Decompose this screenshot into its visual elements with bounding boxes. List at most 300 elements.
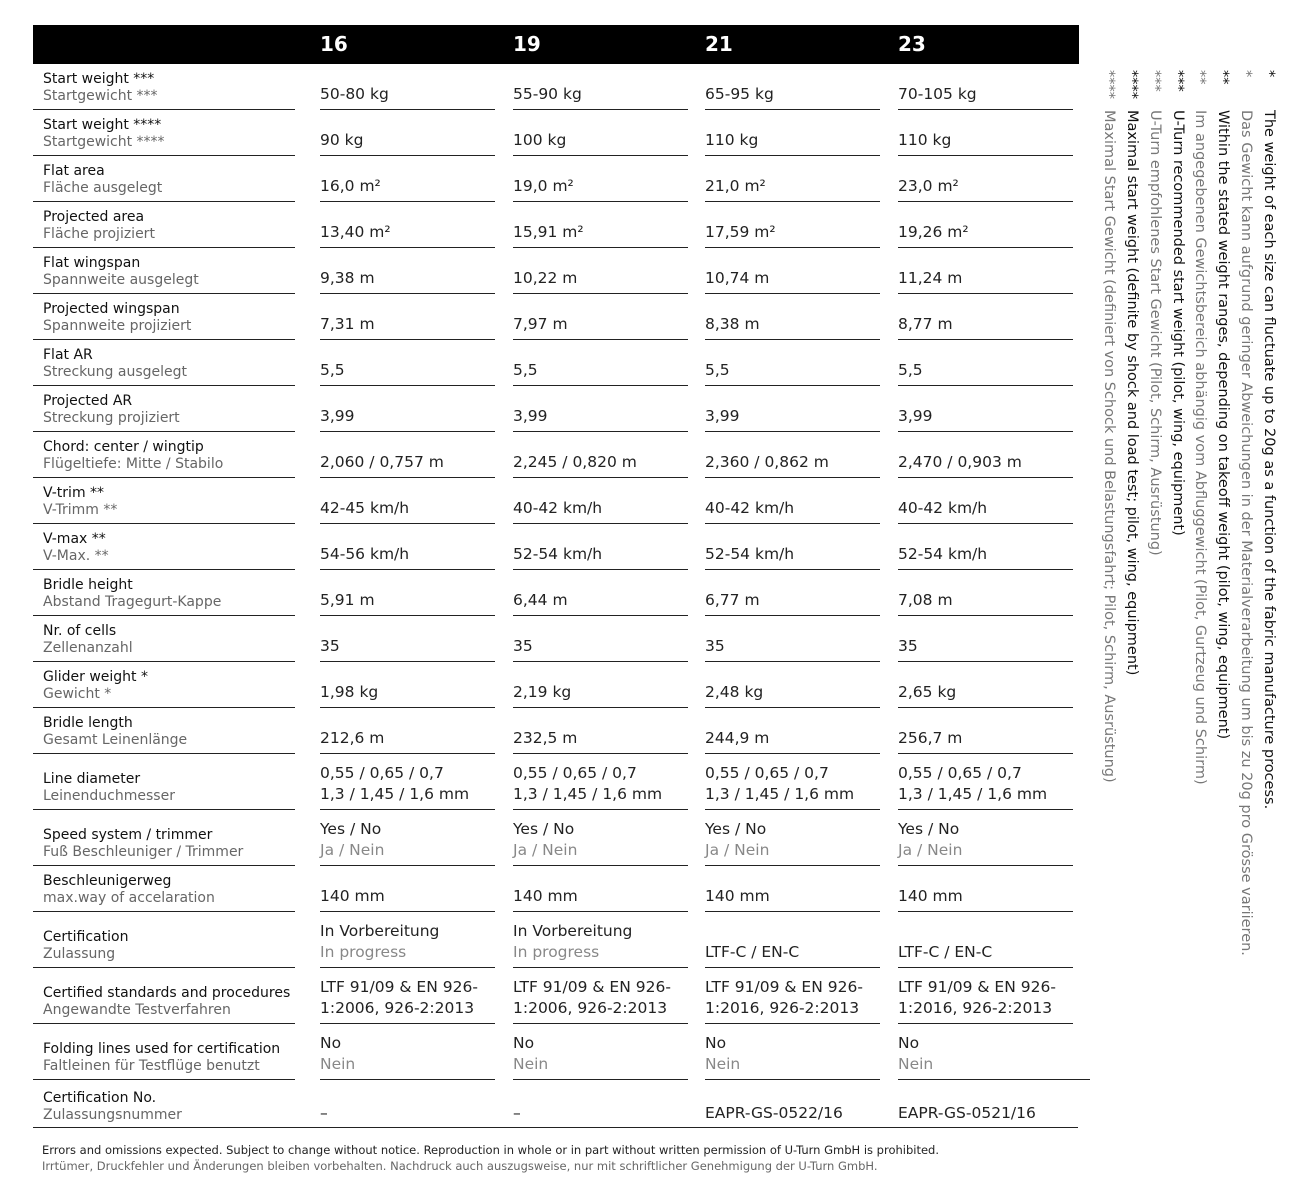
value-text: LTF-C / EN-C bbox=[705, 943, 800, 961]
table-row bbox=[33, 110, 1093, 156]
table-row bbox=[33, 912, 1093, 968]
value-text: Ja / Nein bbox=[513, 841, 578, 859]
value-text: 6,77 m bbox=[705, 591, 760, 609]
row-label bbox=[33, 432, 295, 478]
value-cell-size-23 bbox=[898, 754, 1073, 810]
value-text: Ja / Nein bbox=[705, 841, 770, 859]
size-header-21: 21 bbox=[705, 32, 733, 56]
value-text: 1,3 / 1,45 / 1,6 mm bbox=[705, 785, 855, 803]
value-text: 2,48 kg bbox=[705, 683, 764, 701]
value-cell-size-21 bbox=[705, 1080, 880, 1128]
value-text: 140 mm bbox=[320, 887, 385, 905]
row-label bbox=[33, 110, 295, 156]
value-cell-size-23 bbox=[898, 386, 1073, 432]
row-label bbox=[33, 754, 295, 810]
row-label bbox=[33, 1024, 295, 1080]
value-cell-size-19 bbox=[513, 248, 688, 294]
table-bottom-rule bbox=[33, 1127, 1078, 1129]
row-label-de: Startgewicht *** bbox=[43, 88, 158, 104]
row-label-en: Chord: center / wingtip bbox=[43, 439, 204, 455]
value-cell-size-16 bbox=[320, 754, 495, 810]
value-text: Yes / No bbox=[898, 820, 960, 838]
value-text: 140 mm bbox=[513, 887, 578, 905]
value-text: 110 kg bbox=[705, 131, 759, 149]
row-label-de: Fläche ausgelegt bbox=[43, 180, 163, 196]
value-text: 35 bbox=[705, 637, 725, 655]
value-text: 7,08 m bbox=[898, 591, 953, 609]
row-label bbox=[33, 708, 295, 754]
row-label bbox=[33, 1080, 295, 1128]
value-text: 3,99 bbox=[898, 407, 933, 425]
table-row bbox=[33, 1080, 1093, 1128]
value-cell-size-21 bbox=[705, 478, 880, 524]
value-cell-size-16 bbox=[320, 968, 495, 1024]
value-cell-size-21 bbox=[705, 294, 880, 340]
value-cell-size-23 bbox=[898, 294, 1073, 340]
value-text: Ja / Nein bbox=[898, 841, 963, 859]
value-text: 16,0 m² bbox=[320, 177, 381, 195]
row-label-de: Fläche projiziert bbox=[43, 226, 155, 242]
row-label-de: Leinenduchmesser bbox=[43, 788, 175, 804]
value-cell-size-19 bbox=[513, 340, 688, 386]
row-label-en: V-trim ** bbox=[43, 485, 105, 501]
value-cell-size-19 bbox=[513, 1024, 688, 1080]
value-cell-size-19 bbox=[513, 524, 688, 570]
value-cell-size-21 bbox=[705, 1024, 880, 1080]
row-label-en: Bridle height bbox=[43, 577, 133, 593]
row-label bbox=[33, 66, 295, 110]
value-text: 5,5 bbox=[705, 361, 730, 379]
value-cell-size-23 bbox=[898, 662, 1073, 708]
footnote bbox=[1214, 70, 1232, 739]
footnote-text: Maximal start weight (definite by shock and load test; pilot, wing, equipment) bbox=[1124, 110, 1140, 676]
value-cell-size-21 bbox=[705, 616, 880, 662]
value-text: Nein bbox=[898, 1055, 934, 1073]
table-row bbox=[33, 662, 1093, 708]
footnote-mark: * bbox=[1261, 70, 1277, 78]
row-label-en: Glider weight * bbox=[43, 669, 148, 685]
value-text: 35 bbox=[898, 637, 918, 655]
row-label-de: Flügeltiefe: Mitte / Stabilo bbox=[43, 456, 224, 472]
value-cell-size-19 bbox=[513, 708, 688, 754]
value-cell-size-19 bbox=[513, 432, 688, 478]
footnote-mark: **** bbox=[1124, 70, 1140, 99]
row-label-en: Speed system / trimmer bbox=[43, 827, 213, 843]
value-text: 100 kg bbox=[513, 131, 567, 149]
value-cell-size-23 bbox=[898, 156, 1073, 202]
value-text: 110 kg bbox=[898, 131, 952, 149]
row-label-en: Start weight **** bbox=[43, 117, 162, 133]
value-text: 2,245 / 0,820 m bbox=[513, 453, 637, 471]
value-text: 35 bbox=[320, 637, 340, 655]
value-text: 2,360 / 0,862 m bbox=[705, 453, 829, 471]
row-label-de: Abstand Tragegurt-Kappe bbox=[43, 594, 222, 610]
disclaimer-de: Irrtümer, Druckfehler und Änderungen bleiben vorbehalten. Nachdruck auch auszugsweise, nur mit schriftlicher Genehmigung der U-Turn GmbH. bbox=[42, 1159, 878, 1173]
value-cell-size-23 bbox=[898, 432, 1073, 478]
value-text: – bbox=[513, 1104, 521, 1122]
row-label bbox=[33, 294, 295, 340]
table-row bbox=[33, 478, 1093, 524]
table-row bbox=[33, 1024, 1093, 1080]
value-cell-size-19 bbox=[513, 616, 688, 662]
value-text: Nein bbox=[705, 1055, 741, 1073]
value-text: Yes / No bbox=[320, 820, 382, 838]
value-cell-size-16 bbox=[320, 432, 495, 478]
row-label-en: Bridle length bbox=[43, 715, 133, 731]
value-cell-size-19 bbox=[513, 1080, 688, 1128]
value-cell-size-21 bbox=[705, 866, 880, 912]
table-row bbox=[33, 340, 1093, 386]
row-label bbox=[33, 524, 295, 570]
value-text: 52-54 km/h bbox=[705, 545, 795, 563]
value-cell-size-21 bbox=[705, 432, 880, 478]
row-label-de: Startgewicht **** bbox=[43, 134, 165, 150]
value-cell-size-21 bbox=[705, 386, 880, 432]
footnote bbox=[1260, 70, 1278, 809]
row-label-de: Zellenanzahl bbox=[43, 640, 133, 656]
value-text: 5,5 bbox=[513, 361, 538, 379]
value-text: – bbox=[320, 1104, 328, 1122]
value-cell-size-23 bbox=[898, 912, 1073, 968]
row-label-en: Folding lines used for certification bbox=[43, 1041, 281, 1057]
row-label bbox=[33, 156, 295, 202]
value-cell-size-23 bbox=[898, 810, 1073, 866]
footnote-mark: * bbox=[1238, 70, 1254, 78]
value-cell-size-16 bbox=[320, 912, 495, 968]
table-row bbox=[33, 524, 1093, 570]
value-cell-size-21 bbox=[705, 524, 880, 570]
value-cell-size-21 bbox=[705, 662, 880, 708]
value-cell-size-21 bbox=[705, 202, 880, 248]
value-text: 256,7 m bbox=[898, 729, 963, 747]
row-label-de: Gewicht * bbox=[43, 686, 112, 702]
value-text: 1,98 kg bbox=[320, 683, 379, 701]
value-cell-size-21 bbox=[705, 248, 880, 294]
value-text: 5,5 bbox=[320, 361, 345, 379]
value-text: 40-42 km/h bbox=[513, 499, 603, 517]
value-cell-size-16 bbox=[320, 294, 495, 340]
value-cell-size-19 bbox=[513, 866, 688, 912]
row-label-en: Flat AR bbox=[43, 347, 93, 363]
row-label-en: Line diameter bbox=[43, 771, 141, 787]
table-header bbox=[33, 25, 1079, 64]
value-cell-size-16 bbox=[320, 202, 495, 248]
value-text: 52-54 km/h bbox=[513, 545, 603, 563]
value-text: 212,6 m bbox=[320, 729, 385, 747]
value-text: EAPR-GS-0521/16 bbox=[898, 1104, 1036, 1122]
value-text: EAPR-GS-0522/16 bbox=[705, 1104, 843, 1122]
value-text: 8,38 m bbox=[705, 315, 760, 333]
value-cell-size-16 bbox=[320, 616, 495, 662]
footnote-text: Within the stated weight ranges, depending on takeoff weight (pilot, wing, equipment) bbox=[1215, 110, 1231, 740]
value-cell-size-19 bbox=[513, 810, 688, 866]
footnote bbox=[1146, 70, 1164, 556]
value-text: 19,26 m² bbox=[898, 223, 969, 241]
table-row bbox=[33, 386, 1093, 432]
footnote-mark: *** bbox=[1170, 70, 1186, 92]
footnote bbox=[1100, 70, 1118, 783]
footnote-text: Maximal Start Gewicht (definiert von Schock und Belastungsfahrt; Pilot, Schirm, Ausrüstung) bbox=[1101, 110, 1117, 783]
value-text: 1:2006, 926-2:2013 bbox=[513, 999, 668, 1017]
value-cell-size-23 bbox=[898, 66, 1073, 110]
row-label-de: Zulassung bbox=[43, 946, 116, 962]
value-text: 1:2016, 926-2:2013 bbox=[898, 999, 1053, 1017]
value-text: In Vorbereitung bbox=[320, 922, 440, 940]
value-text: LTF 91/09 & EN 926- bbox=[705, 978, 863, 996]
value-text: 23,0 m² bbox=[898, 177, 959, 195]
value-text: 19,0 m² bbox=[513, 177, 574, 195]
value-text: 0,55 / 0,65 / 0,7 bbox=[705, 764, 829, 782]
value-cell-size-16 bbox=[320, 570, 495, 616]
row-label-en: Certification No. bbox=[43, 1090, 157, 1106]
row-label bbox=[33, 478, 295, 524]
row-label-en: Projected area bbox=[43, 209, 145, 225]
footnote-mark: ** bbox=[1192, 70, 1208, 85]
value-text: 0,55 / 0,65 / 0,7 bbox=[898, 764, 1022, 782]
footnote-text: Das Gewicht kann aufgrund geringer Abweichungen in der Materialverarbeitung um bis zu 20g pro Grösse variieren. bbox=[1238, 110, 1254, 956]
value-text: No bbox=[898, 1034, 920, 1052]
disclaimer-en: Errors and omissions expected. Subject to change without notice. Reproduction in whole or in part without written permission of U-Turn GmbH is prohibited. bbox=[42, 1143, 940, 1157]
value-cell-size-19 bbox=[513, 968, 688, 1024]
table-row bbox=[33, 968, 1093, 1024]
value-cell-size-19 bbox=[513, 66, 688, 110]
value-text: In progress bbox=[320, 943, 407, 961]
value-cell-size-21 bbox=[705, 810, 880, 866]
footnotes bbox=[1101, 70, 1288, 970]
value-text: No bbox=[705, 1034, 727, 1052]
row-label-en: Flat wingspan bbox=[43, 255, 141, 271]
size-header-19: 19 bbox=[513, 32, 541, 56]
size-header-23: 23 bbox=[898, 32, 926, 56]
value-text: 5,5 bbox=[898, 361, 923, 379]
value-text: In progress bbox=[513, 943, 600, 961]
value-cell-size-16 bbox=[320, 66, 495, 110]
row-label-de: V-Trimm ** bbox=[43, 502, 118, 518]
value-text: 35 bbox=[513, 637, 533, 655]
table-row bbox=[33, 432, 1093, 478]
size-header-16: 16 bbox=[320, 32, 348, 56]
value-text: 2,060 / 0,757 m bbox=[320, 453, 444, 471]
value-text: 6,44 m bbox=[513, 591, 568, 609]
row-label-de: Zulassungsnummer bbox=[43, 1107, 182, 1123]
row-label-de: Gesamt Leinenlänge bbox=[43, 732, 188, 748]
value-cell-size-23 bbox=[898, 202, 1073, 248]
value-cell-size-16 bbox=[320, 1080, 495, 1128]
row-label bbox=[33, 340, 295, 386]
value-text: 1,3 / 1,45 / 1,6 mm bbox=[320, 785, 470, 803]
value-text: 40-42 km/h bbox=[898, 499, 988, 517]
value-cell-size-23 bbox=[898, 708, 1073, 754]
value-text: 2,19 kg bbox=[513, 683, 572, 701]
value-cell-size-23 bbox=[898, 1024, 1090, 1080]
value-cell-size-21 bbox=[705, 110, 880, 156]
row-label bbox=[33, 810, 295, 866]
value-cell-size-16 bbox=[320, 248, 495, 294]
row-label-de: Faltleinen für Testflüge benutzt bbox=[43, 1058, 260, 1074]
row-label-de: max.way of accelaration bbox=[43, 890, 215, 906]
value-cell-size-16 bbox=[320, 386, 495, 432]
row-label-en: Start weight *** bbox=[43, 71, 155, 87]
row-label-de: Streckung projiziert bbox=[43, 410, 180, 426]
value-text: 55-90 kg bbox=[513, 85, 582, 103]
value-cell-size-21 bbox=[705, 754, 880, 810]
row-label-en: Projected AR bbox=[43, 393, 133, 409]
value-text: 7,31 m bbox=[320, 315, 375, 333]
value-text: 140 mm bbox=[898, 887, 963, 905]
row-label-de: Spannweite projiziert bbox=[43, 318, 192, 334]
value-text: 54-56 km/h bbox=[320, 545, 410, 563]
table-row bbox=[33, 570, 1093, 616]
row-label bbox=[33, 616, 295, 662]
table-row bbox=[33, 708, 1093, 754]
footnote-mark: **** bbox=[1101, 70, 1117, 99]
value-text: Nein bbox=[320, 1055, 356, 1073]
value-text: 17,59 m² bbox=[705, 223, 776, 241]
value-cell-size-23 bbox=[898, 570, 1073, 616]
value-cell-size-23 bbox=[898, 524, 1073, 570]
value-text: Ja / Nein bbox=[320, 841, 385, 859]
value-text: 3,99 bbox=[705, 407, 740, 425]
value-text: 0,55 / 0,65 / 0,7 bbox=[513, 764, 637, 782]
value-text: 15,91 m² bbox=[513, 223, 584, 241]
row-label-en: Certified standards and procedures bbox=[43, 985, 291, 1001]
value-text: 65-95 kg bbox=[705, 85, 774, 103]
row-label bbox=[33, 968, 295, 1024]
row-label-en: Nr. of cells bbox=[43, 623, 117, 639]
value-text: 70-105 kg bbox=[898, 85, 977, 103]
value-text: 5,91 m bbox=[320, 591, 375, 609]
table-row bbox=[33, 866, 1093, 912]
value-text: 10,74 m bbox=[705, 269, 770, 287]
value-cell-size-21 bbox=[705, 708, 880, 754]
value-text: 40-42 km/h bbox=[705, 499, 795, 517]
value-text: 10,22 m bbox=[513, 269, 578, 287]
footnote-text: Im angegebenen Gewichtsbereich abhängig vom Abfluggewicht (Pilot, Gurtzeug und Schirm) bbox=[1192, 110, 1208, 785]
value-cell-size-23 bbox=[898, 110, 1073, 156]
row-label-en: Beschleunigerweg bbox=[43, 873, 172, 889]
value-cell-size-21 bbox=[705, 66, 880, 110]
value-text: 52-54 km/h bbox=[898, 545, 988, 563]
value-cell-size-23 bbox=[898, 1080, 1073, 1128]
value-cell-size-16 bbox=[320, 478, 495, 524]
value-cell-size-16 bbox=[320, 110, 495, 156]
value-cell-size-16 bbox=[320, 1024, 495, 1080]
value-text: 3,99 bbox=[320, 407, 355, 425]
row-label-en: Projected wingspan bbox=[43, 301, 180, 317]
table-row bbox=[33, 810, 1093, 866]
value-cell-size-21 bbox=[705, 912, 880, 968]
footnote-mark: ** bbox=[1215, 70, 1231, 85]
value-cell-size-16 bbox=[320, 662, 495, 708]
value-text: Yes / No bbox=[513, 820, 575, 838]
footnote bbox=[1191, 70, 1209, 785]
value-text: 1:2016, 926-2:2013 bbox=[705, 999, 860, 1017]
value-text: In Vorbereitung bbox=[513, 922, 633, 940]
disclaimer bbox=[42, 1142, 939, 1174]
value-cell-size-23 bbox=[898, 616, 1073, 662]
footnote-mark: *** bbox=[1147, 70, 1163, 92]
value-cell-size-23 bbox=[898, 866, 1073, 912]
value-cell-size-23 bbox=[898, 478, 1073, 524]
value-cell-size-21 bbox=[705, 570, 880, 616]
value-text: 3,99 bbox=[513, 407, 548, 425]
value-text: 50-80 kg bbox=[320, 85, 389, 103]
value-cell-size-19 bbox=[513, 478, 688, 524]
row-label bbox=[33, 662, 295, 708]
value-cell-size-23 bbox=[898, 340, 1073, 386]
value-cell-size-19 bbox=[513, 754, 688, 810]
table-row bbox=[33, 66, 1093, 110]
value-text: 232,5 m bbox=[513, 729, 578, 747]
footnote bbox=[1169, 70, 1187, 536]
value-cell-size-21 bbox=[705, 340, 880, 386]
row-label-de: Fuß Beschleuniger / Trimmer bbox=[43, 844, 244, 860]
row-label bbox=[33, 912, 295, 968]
value-cell-size-19 bbox=[513, 202, 688, 248]
row-label bbox=[33, 866, 295, 912]
value-text: No bbox=[513, 1034, 535, 1052]
row-label bbox=[33, 386, 295, 432]
row-label-de: Streckung ausgelegt bbox=[43, 364, 188, 380]
table-row bbox=[33, 754, 1093, 810]
table-row bbox=[33, 248, 1093, 294]
value-cell-size-16 bbox=[320, 156, 495, 202]
value-cell-size-21 bbox=[705, 968, 880, 1024]
value-text: Nein bbox=[513, 1055, 549, 1073]
value-text: 21,0 m² bbox=[705, 177, 766, 195]
value-cell-size-23 bbox=[898, 968, 1073, 1024]
table-row bbox=[33, 202, 1093, 248]
value-text: 8,77 m bbox=[898, 315, 953, 333]
row-label-de: Spannweite ausgelegt bbox=[43, 272, 199, 288]
value-text: 90 kg bbox=[320, 131, 364, 149]
value-cell-size-19 bbox=[513, 386, 688, 432]
row-label-de: V-Max. ** bbox=[43, 548, 109, 564]
value-text: 1:2006, 926-2:2013 bbox=[320, 999, 475, 1017]
value-cell-size-16 bbox=[320, 810, 495, 866]
value-cell-size-19 bbox=[513, 912, 688, 968]
footnote-text: The weight of each size can fluctuate up to 20g as a function of the fabric manufacture process. bbox=[1261, 110, 1277, 810]
value-text: 11,24 m bbox=[898, 269, 963, 287]
value-text: 42-45 km/h bbox=[320, 499, 410, 517]
value-text: LTF 91/09 & EN 926- bbox=[320, 978, 478, 996]
row-label-en: Flat area bbox=[43, 163, 105, 179]
value-text: LTF-C / EN-C bbox=[898, 943, 993, 961]
table-row bbox=[33, 616, 1093, 662]
table-row bbox=[33, 156, 1093, 202]
footnote bbox=[1123, 70, 1141, 675]
value-cell-size-19 bbox=[513, 156, 688, 202]
value-text: 2,65 kg bbox=[898, 683, 957, 701]
value-cell-size-19 bbox=[513, 662, 688, 708]
footnote bbox=[1237, 70, 1255, 956]
value-text: 1,3 / 1,45 / 1,6 mm bbox=[898, 785, 1048, 803]
row-label bbox=[33, 202, 295, 248]
value-text: 140 mm bbox=[705, 887, 770, 905]
value-text: 13,40 m² bbox=[320, 223, 391, 241]
value-text: 9,38 m bbox=[320, 269, 375, 287]
value-cell-size-19 bbox=[513, 570, 688, 616]
value-cell-size-16 bbox=[320, 524, 495, 570]
value-text: Yes / No bbox=[705, 820, 767, 838]
row-label-en: Certification bbox=[43, 929, 129, 945]
value-cell-size-19 bbox=[513, 294, 688, 340]
value-text: LTF 91/09 & EN 926- bbox=[513, 978, 671, 996]
table-row bbox=[33, 294, 1093, 340]
value-text: LTF 91/09 & EN 926- bbox=[898, 978, 1056, 996]
value-text: 2,470 / 0,903 m bbox=[898, 453, 1022, 471]
footnote-text: U-Turn empfohlenes Start Gewicht (Pilot, Schirm, Ausrüstung) bbox=[1147, 110, 1163, 556]
